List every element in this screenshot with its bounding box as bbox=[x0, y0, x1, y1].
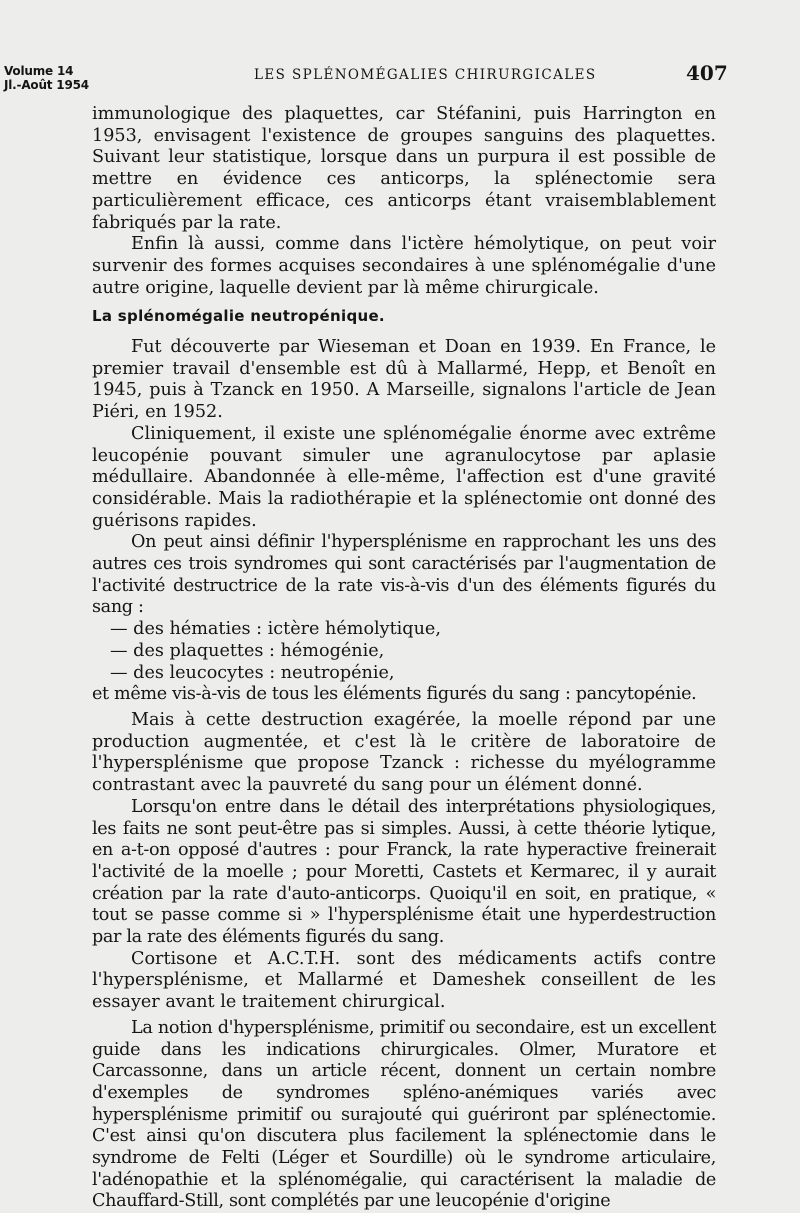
paragraph: et même vis-à-vis de tous les éléments figurés du sang : pancytopénie. bbox=[92, 684, 697, 705]
page-number: 407 bbox=[686, 61, 728, 85]
paragraph: Cliniquement, il existe une splénomégalie énorme avec extrême leucopénie pouvant simuler une agranulocytose par aplasie médullaire. Abandonnée à elle-même, l'affection est d'une gravité considérable. Mais la radiothérapie et la splénectomie ont donné des guérisons rapides. bbox=[92, 423, 716, 531]
list-item: — des plaquettes : hémogénie, bbox=[110, 640, 385, 661]
issue-date: Jl.-Août 1954 bbox=[4, 78, 89, 92]
paragraph: On peut ainsi définir l'hypersplénisme en rapprochant les uns des autres ces trois syndromes qui sont caractérisés par l'augmentation de l'activité destructrice de la rate vis-à-vis d'un des éléments figurés du sang : bbox=[92, 532, 716, 618]
paragraph: Cortisone et A.C.T.H. sont des médicaments actifs contre l'hypersplénisme, et Mallarmé et Dameshek conseillent de les essayer avant le traitement chirurgical. bbox=[92, 948, 716, 1013]
running-title: LES SPLÉNOMÉGALIES CHIRURGICALES bbox=[254, 67, 597, 83]
paragraph: Mais à cette destruction exagérée, la moelle répond par une production augmentée, et c'est là le critère de laboratoire de l'hypersplénisme que propose Tzanck : richesse du myélogramme contrastant avec la pauvreté du sang pour un élément donné. bbox=[92, 709, 716, 796]
paragraph: La notion d'hypersplénisme, primitif ou secondaire, est un excellent guide dans les indications chirurgicales. Olmer, Muratore et Carcassonne, dans un article récent, donnent un certain nombre d'exemples de syndromes spléno-anémiques variés avec hypersplénisme primitif ou surajouté qui guériront par splénectomie. C'est ainsi qu'on discutera plus facilement la splénectomie dans le syndrome de Felti (Léger et Sourdille) où le syndrome articulaire, l'adénopathie et la splénomégalie, qui caractérisent la maladie de Chauffard-Still, sont complétés par une leucopénie d'origine bbox=[92, 1017, 716, 1212]
section-heading: La splénomégalie neutropénique. bbox=[92, 307, 385, 326]
paragraph: immunologique des plaquettes, car Stéfanini, puis Harrington en 1953, envisagent l'existence de groupes sanguins des plaquettes. Suivant leur statistique, lorsque dans un purpura il est possible de mettre en évidence ces anticorps, la splénectomie sera particulièrement efficace, ces anticorps étant vraisemblablement fabriqués par la rate. bbox=[92, 104, 716, 233]
volume-number: Volume 14 bbox=[4, 64, 74, 78]
list-item: — des hématies : ictère hémolytique, bbox=[110, 619, 441, 640]
paragraph: Fut découverte par Wieseman et Doan en 1939. En France, le premier travail d'ensemble est dû à Mallarmé, Hepp, et Benoît en 1945, puis à Tzanck en 1950. A Marseille, signalons l'article de Jean Piéri, en 1952. bbox=[92, 337, 716, 423]
body-text bbox=[92, 104, 716, 1213]
volume-info bbox=[4, 64, 89, 92]
paragraph: Lorsqu'on entre dans le détail des interprétations physiologiques, les faits ne sont peut-être pas si simples. Aussi, à cette théorie lytique, en a-t-on opposé d'autres : pour Franck, la rate hyperactive freinerait l'activité de la moelle ; pour Moretti, Castets et Kermarec, il y aurait création par la rate d'auto-anticorps. Quoiqu'il en soit, en pratique, « tout se passe comme si » l'hypersplénisme était une hyperdestruction par la rate des éléments figurés du sang. bbox=[92, 796, 716, 948]
paragraph: Enfin là aussi, comme dans l'ictère hémolytique, on peut voir survenir des formes acquises secondaires à une splénomégalie d'une autre origine, laquelle devient par là même chirurgicale. bbox=[92, 234, 716, 298]
list-item: — des leucocytes : neutropénie, bbox=[110, 662, 395, 683]
